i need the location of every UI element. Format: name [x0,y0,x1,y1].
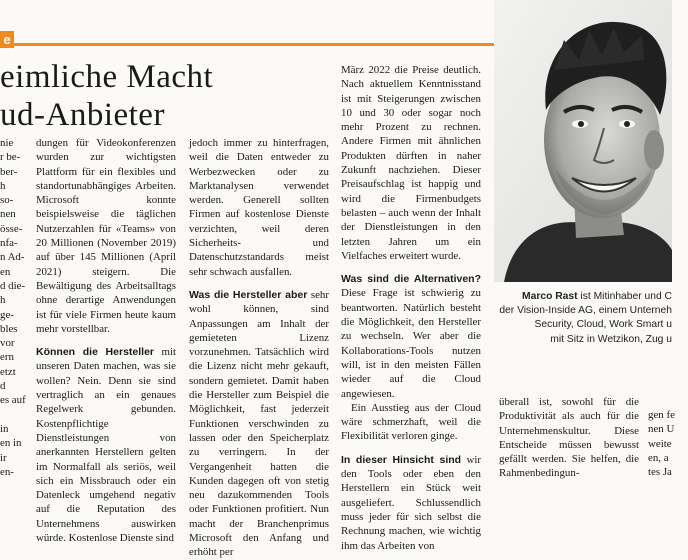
fragment-line [0,408,22,422]
headline [0,58,330,134]
fragment-line: r be- [0,151,21,164]
fragment-line: so- [0,194,14,207]
fragment-line: n Ad- [0,251,25,264]
paragraph: überall ist, sowohl für die Produktivität als auch für die Unternehmenskultur. Diese Entscheide müssen bewusst gefällt werden. Sie helfen, die Rahmenbedingun- [499,396,639,480]
caption-line: der Vision-Inside AG, einem Unterneh [499,305,672,317]
paragraph-lead: Was die Hersteller aber [189,288,308,301]
paragraph: jedoch immer zu hinterfragen, weil die Daten entweder zu Werbezwecken oder zu Marktanalysen verwendet werden. Generell sollten Firmen auf kostenlose Dienste verzichten, weil deren Sicherheits- und Datenschutzstandards meist sehr schwach ausfallen. [189,137,329,278]
paragraph [36,345,176,545]
section-rule [14,43,494,46]
paragraph-lead: In dieser Hinsicht sind [341,453,462,466]
headline-line-2: ud-Anbieter [0,97,165,133]
paragraph-lead: Was sind die Alternativen? [341,273,481,286]
caption-line: Security, Cloud, Work Smart u [534,319,672,331]
fragment-line: in [0,422,9,435]
fragment-line: össe- [0,222,23,235]
fragment-line: weite [648,437,672,450]
caption-name: Marco Rast [522,291,578,302]
paragraph: Ein Ausstieg aus der Cloud wäre schmerzhaft, weil die Flexibilität verloren ginge. [341,401,481,443]
paragraph [341,272,481,401]
fragment-line: d [0,380,6,393]
paragraph [341,453,481,553]
paragraph-body: mit unseren Daten machen, was sie wollen? Nein. Denn sie sind vertraglich an ein genaues Regelwerk gebunden. Kostenpflichtige Dienstleistungen von anerkannten Herstellern gelten im Normalfall als seriös, weil sich ein Missbrauch oder ein Datenleck umgehend negativ auf die Reputation des Unternehmens auswirken würde. Kostenlose Dienste sind [36,346,177,545]
portrait-illustration [494,0,672,282]
fragment-line: ir [0,451,7,464]
fragment-line: nfa- [0,237,18,250]
photo-caption [494,290,672,347]
fragment-line: d die- [0,279,26,292]
fragment-line: nen [0,208,16,221]
column-0-fragments [0,136,26,479]
paragraph-lead: Können die Hersteller [36,346,155,359]
fragment-line: ge- [0,308,14,321]
paragraph-body: sehr wohl können, sind Anpassungen am Inhalt der gemieteten Lizenz vorzunehmen. Tatsächlich wird die Lizenz nicht mehr gekauft, sondern gemietet. Damit haben die Hersteller zum Beispiel die Möglichkeit, fast jederzeit Funktionen verschwinden zu lassen oder den Speicherplatz zu verringern. In der Vergangenheit hatten die Kunden dagegen oft von stetig neu dazukommenden Tools oder Funktionen profitiert. Nun macht der Branchenprimus Microsoft den Anfang und erhöht per [189,288,329,559]
paragraph [189,288,329,560]
fragment-line: tes Ja [648,466,672,479]
caption-text: ist Mitinhaber und C [577,291,672,302]
fragment-line: h [0,294,6,307]
fragment-line: nen U [648,423,675,436]
paragraph-body: wir den Tools oder eben den Herstellern ein Stück weit ausgeliefert. Schlussendlich muss jeder für sich selbst die Rechnung machen, wie wichtig ihm das Arbeiten von [341,453,481,552]
caption-line [494,290,672,304]
fragment-line: en, a [648,451,669,464]
column-1 [36,136,176,545]
column-5-fragments [648,408,688,479]
column-2 [189,136,329,560]
caption-line: mit Sitz in Wetzikon, Zug u [550,333,672,345]
fragment-line: es auf [0,394,26,407]
fragment-line: gen fe [648,409,675,421]
fragment-line: etzt [0,365,16,378]
fragment-line: ber- [0,165,18,178]
column-4 [499,395,639,481]
fragment-line: en [0,265,11,278]
fragment-line: vor [0,337,15,350]
fragment-line: ern [0,351,14,364]
fragment-line: en- [0,465,14,478]
fragment-line: nie [0,137,14,149]
fragment-line: en in [0,437,22,450]
fragment-line: bles [0,322,18,335]
paragraph: dungen für Videokonferenzen wurden zur wichtigsten Plattform für ein flexibles und standortunabhängiges Arbeiten. Microsoft konnte beispielsweise die täglichen Nutzerzahlen für «Teams» von 20 Millionen (November 2019) auf über 145 Millionen (April 2021) steigern. Die Bewältigung des Arbeitsalltags ohne derartige Anwendungen ist für viele Firmen heute kaum mehr vorstellbar. [36,137,176,335]
fragment-line: h [0,179,6,192]
headline-line-1: eimliche Macht [0,59,214,95]
section-tag: e [0,31,14,48]
paragraph-body: Diese Frage ist schwierig zu beantworten. Natürlich besteht die Möglichkeit, den Hersteller zu wechseln. Wer aber die Kollaborations-Tools nutzen will, ist in den meisten Fällen wieder auf die Cloud angewiesen. [341,287,481,400]
portrait-photo [494,0,672,282]
paragraph: März 2022 die Preise deutlich. Nach aktuellem Kenntnisstand ist mit Steigerungen zwischen 10 und 30 oder sogar noch mehr Prozent zu rechnen. Andere Firmen mit ähnlichen Produkten dürften in naher Zukunft nachziehen. Dieser Preisaufschlag ist happig und wird die Firmenbudgets belasten – auch wenn der Inhalt der Dienstleistungen in den letzten Jahren um ein Vielfaches erweitert wurde. [341,64,481,262]
column-3 [341,63,481,553]
